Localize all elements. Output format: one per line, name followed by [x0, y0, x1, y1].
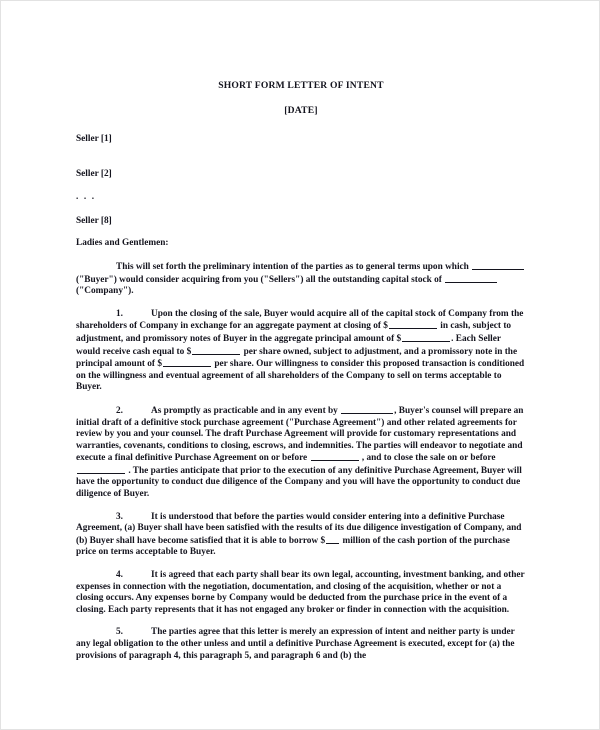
cash-per-share-blank[interactable] [192, 346, 240, 355]
paragraph-4-text-1: It is agreed that each party shall bear its own legal, accounting, investment banking, and other expenses in connection with the negotiation, documentation, and closing of the acquisition, whether or not a closing occurs. Any expenses borne by Company would be deducted from the purchase price in the event of a closing. Each party represents that it has not engaged any broker or finder in connection with the acquisition. [76, 570, 525, 615]
paragraph-4-number: 4. [116, 570, 123, 581]
addressee-seller-1: Seller [1] [76, 134, 112, 144]
paragraph-1-text-4: per share owned, subject to adjustment, and a promissory note in the principal amount of $ [76, 346, 518, 370]
company-name-blank[interactable] [445, 274, 497, 283]
paragraph-5-text-1: The parties agree that this letter is merely an expression of intent and neither party is under any legal obligation to the other unless and until a definitive Purchase Agreement is executed, except for (a) the provisions of paragraph 4, this paragraph 5, and paragraph 6 and (b) the [76, 627, 515, 661]
closing-date-blank[interactable] [77, 465, 125, 474]
borrow-amount-blank[interactable] [326, 535, 339, 544]
execution-date-blank[interactable] [311, 452, 359, 461]
intro-text-1: This will set forth the preliminary intention of the parties as to general terms upon which [116, 261, 469, 272]
paragraph-2 [76, 405, 526, 501]
intro-text-3: ("Company"). [76, 286, 134, 297]
addressee-seller-8: Seller [8] [76, 215, 112, 226]
document-sheet [1, 1, 600, 662]
paragraph-2-number: 2. [116, 405, 123, 416]
paragraph-1-text-1: Upon the closing of the sale, Buyer would acquire all of the capital stock of Company from the shareholders of Company in exchange for an aggregate payment at closing of $ [76, 308, 524, 332]
paragraph-2-text-1: As promptly as practicable and in any event by [151, 405, 338, 416]
paragraph-2-text-4: . The parties anticipate that prior to the execution of any definitive Purchase Agreement, Buyer will have the opportunity to conduct due diligence of the Company and you will have the opportunity to conduct due diligence of Buyer. [76, 465, 522, 500]
intro-paragraph [76, 261, 526, 298]
paragraph-2-text-2: , Buyer's counsel will prepare an initial draft of a definitive stock purchase agreement ("Purchase Agreement") and other related agreements for review by you and your counsel. The draft Purchase Agreement will provide for customary representations and warranties, covenants, conditions to closing, escrows, and indemnities. The parties will endeavor to negotiate and execute a final definitive Purchase Agreement on or before [76, 405, 524, 464]
page-title: SHORT FORM LETTER OF INTENT [218, 80, 384, 91]
paragraph-3-text-2: million of the cash portion of the purchase price on terms acceptable to Buyer. [76, 535, 510, 558]
paragraph-4 [76, 570, 526, 616]
buyer-name-blank[interactable] [472, 261, 524, 270]
paragraph-1-number: 1. [116, 308, 123, 319]
paragraph-3-text-1: It is understood that before the parties would consider entering into a definitive Purchase Agreement, (a) Buyer shall have been satisfied with the results of its due diligence investigation of Company, and (b) Buyer shall have become satisfied that it is able to borrow $ [76, 511, 522, 546]
document-body [76, 134, 526, 662]
paragraph-1-text-5: per share. Our willingness to consider this proposed transaction is conditioned on the willingness and eventual agreement of all shareholders of the Company to sell on terms acceptable to Buyer. [76, 359, 525, 393]
paragraph-5 [76, 627, 526, 662]
addressee-seller-2: Seller [2] [76, 168, 112, 179]
paragraph-1-text-3: . Each Seller would receive cash equal to $ [76, 333, 501, 357]
paragraph-2-text-3: , and to close the sale on or before [361, 453, 496, 464]
document-date-placeholder: [DATE] [284, 105, 318, 116]
paragraph-3 [76, 512, 526, 559]
note-per-share-blank[interactable] [163, 358, 211, 367]
paragraph-1 [76, 309, 526, 394]
addressee-ellipsis: . . . [76, 192, 96, 203]
paragraph-5-number: 5. [116, 627, 123, 638]
paragraph-3-number: 3. [116, 511, 123, 522]
intro-text-2: ("Buyer") would consider acquiring from you ("Sellers") all the outstanding capital stock of [76, 274, 442, 285]
note-principal-amount-blank[interactable] [402, 333, 450, 342]
paragraph-1-text-2: in cash, subject to adjustment, and promissory notes of Buyer in the aggregate principal amount of $ [76, 321, 512, 344]
draft-delivery-date-blank[interactable] [341, 405, 393, 414]
closing-cash-amount-blank[interactable] [389, 320, 437, 329]
salutation: Ladies and Gentlemen: [76, 238, 169, 249]
